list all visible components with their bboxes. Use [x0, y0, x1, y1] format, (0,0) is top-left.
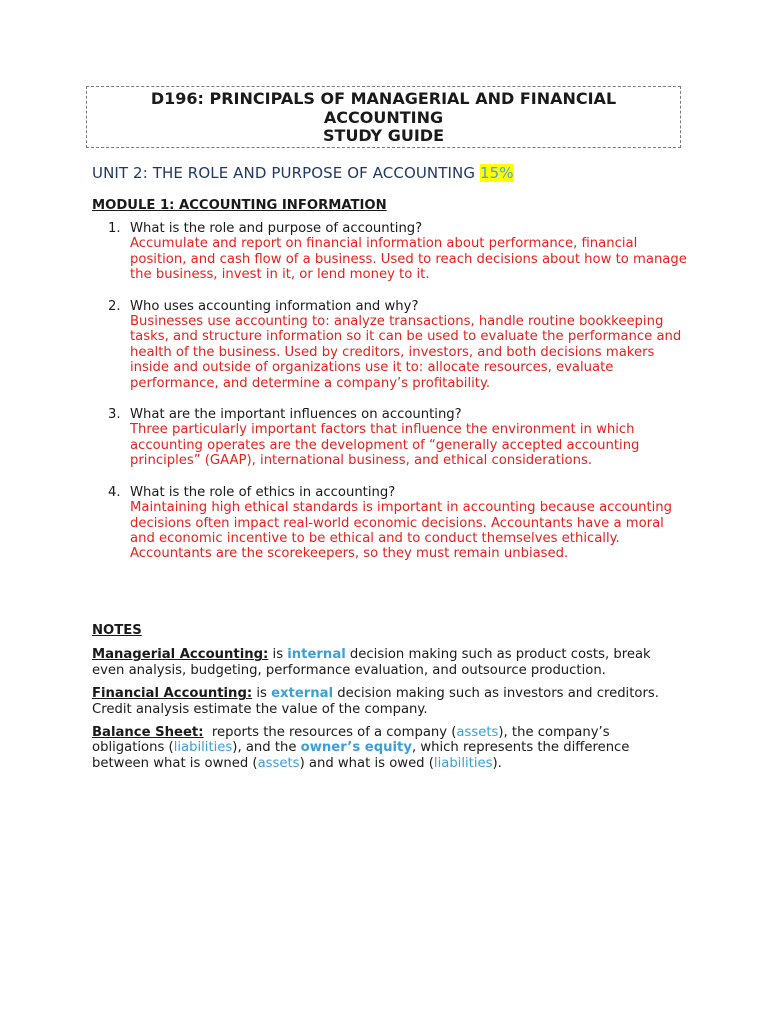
- note-keyword-owners-equity: owner’s equity: [300, 740, 412, 756]
- notes-title: NOTES: [92, 623, 142, 638]
- notes-section: [92, 623, 682, 779]
- note-keyword-liabilities: liabilities: [173, 740, 233, 756]
- note-term: Balance Sheet:: [92, 725, 204, 741]
- note-term: Managerial Accounting:: [92, 647, 269, 663]
- note-keyword: internal: [287, 647, 346, 663]
- question-item-4: [108, 485, 688, 562]
- note-text: is: [268, 647, 288, 663]
- note-keyword-assets: assets: [257, 755, 300, 771]
- question-number: 3.: [108, 407, 121, 423]
- note-term: Financial Accounting:: [92, 686, 253, 702]
- question-item-2: [108, 299, 688, 391]
- note-text: ) and what is owed (: [299, 755, 434, 771]
- note-text: ).: [492, 755, 502, 771]
- question-number: 1.: [108, 221, 121, 236]
- note-text: reports the resources of a company (: [203, 725, 457, 741]
- note-text: is: [252, 686, 272, 702]
- unit-heading-text: UNIT 2: THE ROLE AND PURPOSE OF ACCOUNTING: [92, 164, 480, 182]
- title-line-3: STUDY GUIDE: [323, 126, 444, 145]
- question-list: [108, 221, 688, 562]
- answer-text: Businesses use accounting to: analyze transactions, handle routine bookkeeping tasks, and structure information so it can be used to evaluate the performance and health of the business. Used by creditors, investors, and both decisions makers inside and outside of organizations use it to: allocate resources, evaluate performance, and determine a company’s profitability.: [130, 314, 682, 391]
- unit-heading: [92, 164, 514, 182]
- question-item-3: [108, 407, 688, 469]
- unit-percent-highlight: 15%: [479, 164, 514, 182]
- answer-text: Maintaining high ethical standards is important in accounting because accounting decisions often impact real-world economic decisions. Accountants have a moral and economic incentive to be ethical and to conduct themselves ethically. Accountants are the scorekeepers, so they must remain unbiased.: [130, 500, 673, 562]
- note-managerial-accounting: [92, 647, 682, 678]
- note-keyword-assets: assets: [456, 725, 499, 741]
- question-text: What are the important influences on accounting?: [130, 407, 462, 423]
- title-line-1: D196: PRINCIPALS OF MANAGERIAL AND FINANCIAL: [150, 89, 617, 108]
- note-text: decision making such as product costs, break even analysis, budgeting, performance evaluation, and outsource production.: [92, 647, 651, 678]
- title-line-2: ACCOUNTING: [323, 107, 444, 127]
- question-text: What is the role of ethics in accounting?: [130, 484, 396, 500]
- note-keyword-liabilities: liabilities: [433, 755, 493, 771]
- note-balance-sheet: [92, 725, 682, 771]
- answer-text: Accumulate and report on financial information about performance, financial position, and cash flow of a business. Used to reach decisions about how to manage the business, invest in it, or lend money to it.: [130, 236, 687, 283]
- note-financial-accounting: [92, 686, 682, 717]
- question-number: 2.: [108, 298, 121, 314]
- answer-text: Three particularly important factors that influence the environment in which accounting operates are the development of “generally accepted accounting principles” (GAAP), international business, and ethical considerations.: [130, 422, 640, 469]
- document-title-box: [86, 86, 681, 148]
- module-heading: MODULE 1: ACCOUNTING INFORMATION: [92, 198, 387, 213]
- question-item-1: [108, 221, 688, 283]
- question-text: What is the role and purpose of accounting?: [130, 221, 423, 236]
- note-text: ), and the: [232, 740, 301, 756]
- note-text: decision making such as investors and creditors. Credit analysis estimate the value of the company.: [92, 686, 659, 717]
- question-text: Who uses accounting information and why?: [130, 298, 419, 314]
- note-keyword: external: [271, 686, 334, 702]
- question-number: 4.: [108, 484, 121, 500]
- note-text: ), the company’s obligations (: [92, 725, 614, 756]
- note-text: , which represents the difference between what is owned (: [92, 740, 634, 771]
